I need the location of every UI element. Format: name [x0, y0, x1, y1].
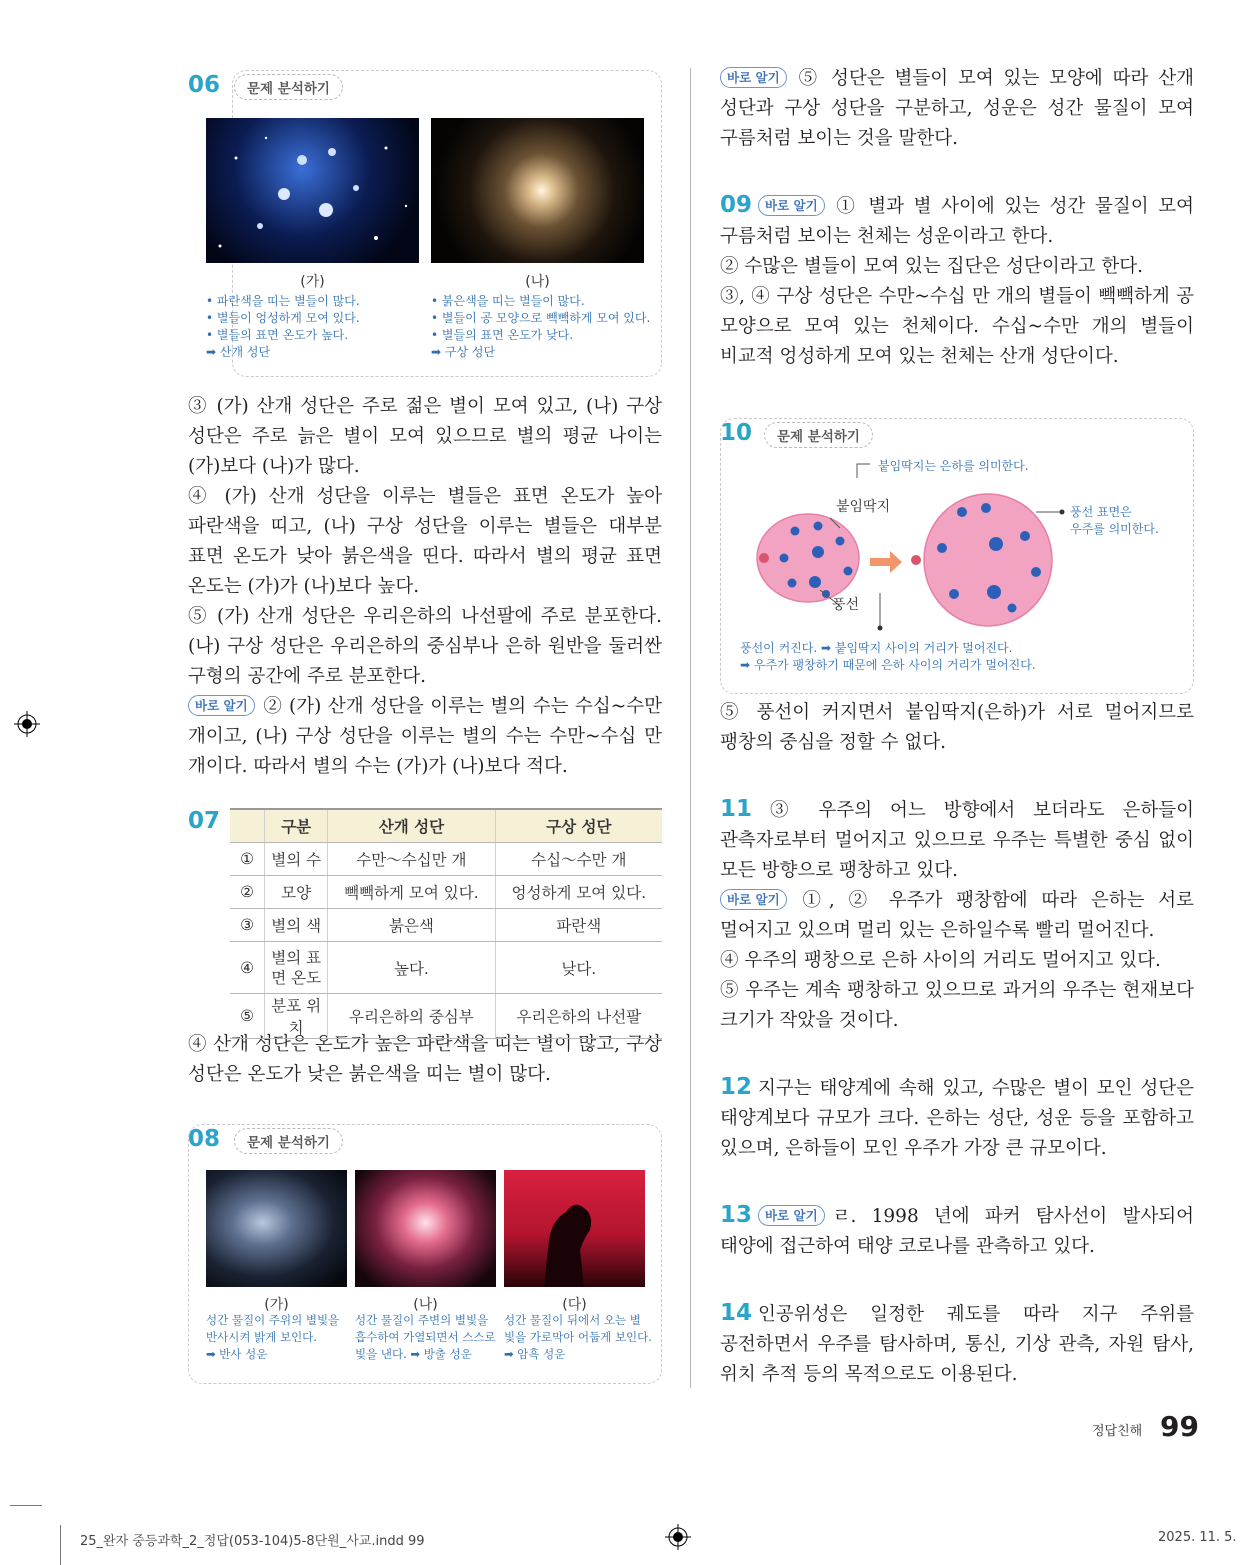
answer-text: ①, ② 우주가 팽창함에 따라 은하는 서로 멀어지고 있으며 멀리 있는 은하일수록 빨리 멀어진다.: [720, 890, 1194, 941]
analysis-tab: 문제 분석하기: [764, 422, 873, 448]
answer-paragraph: ④ (가) 산개 성단을 이루는 별들은 표면 온도가 높아 파란색을 띠고, (나) 구상 성단을 이루는 별들은 대부분 표면 온도가 낮아 붉은색을 띤다. 따라서 별의 평균 표면 온도는 (가)가 (나)보다 높다.: [188, 486, 662, 597]
nebula-note: [504, 1312, 654, 1363]
answer-text: ⑤ 성단은 별들이 모여 있는 모양에 따라 산개 성단과 구상 성단을 구분하고, 성운은 성간 물질이 모여 구름처럼 보이는 것을 말한다.: [720, 68, 1194, 149]
note-line: ➡ 산개 성단: [206, 345, 271, 359]
question-number: 10: [720, 420, 753, 446]
table-cell: ①: [230, 843, 265, 876]
answer-paragraph: ⑤ 풍선이 커지면서 붙임딱지(은하)가 서로 멀어지므로 팽창의 중심을 정할 수 없다.: [720, 702, 1194, 753]
answer-paragraph: [720, 886, 1194, 946]
table-cell: ④: [230, 942, 265, 994]
answer-paragraph: ③ (가) 산개 성단은 주로 젊은 별이 모여 있고, (나) 구상 성단은 주로 늙은 별이 모여 있으므로 별의 평균 나이는 (가)보다 (나)가 많다.: [188, 396, 662, 477]
note-line: ➡ 구상 성단: [431, 345, 496, 359]
note-line: ➡ 반사 성운: [206, 1347, 268, 1361]
table-cell: 분포 위치: [265, 994, 328, 1039]
comparison-table: [230, 808, 662, 1039]
answer-text: ② (가) 산개 성단을 이루는 별의 수는 수십~수만 개이고, (나) 구상 성단을 이루는 별의 수는 수만~수십 만 개이다. 따라서 별의 수는 (가)가 (나)보다 적다.: [188, 696, 662, 777]
question-13: [720, 1200, 1194, 1262]
answer-paragraph: ⑤ 우주는 계속 팽창하고 있으므로 과거의 우주는 현재보다 크기가 작았을 것이다.: [720, 980, 1194, 1031]
answer-paragraph: ⑤ (가) 산개 성단은 우리은하의 나선팔에 주로 분포한다. (나) 구상 성단은 우리은하의 중심부나 은하 원반을 둘러싼 구형의 공간에 주로 분포한다.: [188, 606, 662, 687]
large-balloon: [924, 494, 1052, 626]
correct-answer-badge: 바로 알기: [720, 889, 787, 910]
answer-text: 인공위성은 일정한 궤도를 따라 지구 주위를 공전하면서 우주를 탐사하며, 통신, 기상 관측, 자원 탐사, 위치 추적 등의 목적으로도 이용된다.: [720, 1304, 1194, 1385]
correct-answer-badge: 바로 알기: [188, 695, 255, 716]
balloon-knot: [911, 555, 921, 565]
expand-arrow: [870, 551, 902, 573]
balloon-label: 풍선: [832, 597, 860, 613]
page-label: 정답친해: [1092, 1424, 1143, 1439]
registration-mark-icon: [14, 711, 40, 737]
table-row: [230, 994, 662, 1039]
answer-paragraph: [720, 190, 1194, 252]
table-cell: 수십～수만 개: [495, 843, 662, 876]
globular-cluster-image: [431, 118, 644, 263]
answer-paragraph: [720, 64, 1194, 154]
nebula-note: [355, 1312, 505, 1363]
note-line: ➡ 우주가 팽창하기 때문에 은하 사이의 거리가 멀어진다.: [740, 658, 1036, 672]
table-header-cell: 구상 성단: [495, 809, 662, 843]
question-number: 09: [720, 192, 753, 218]
note-line: ➡ 암흑 성운: [504, 1347, 566, 1361]
image-caption: (다): [562, 1297, 587, 1313]
page-number: 99: [1160, 1410, 1199, 1443]
correct-answer-badge: 바로 알기: [720, 67, 787, 88]
answer-text: ① 별과 별 사이에 있는 성간 물질이 모여 구름처럼 보이는 천체는 성운이라고 한다.: [720, 196, 1194, 247]
question-number: 11: [720, 796, 753, 822]
table-cell: 높다.: [328, 942, 495, 994]
reflection-nebula-image: [206, 1170, 347, 1287]
table-cell: 파란색: [495, 909, 662, 942]
question-number: 12: [720, 1074, 753, 1100]
table-row: [230, 843, 662, 876]
correct-answer-badge: 바로 알기: [758, 1205, 825, 1226]
answer-paragraph: [720, 1298, 1194, 1390]
question-number: 08: [188, 1126, 221, 1152]
table-row: [230, 909, 662, 942]
note-line: 반사시켜 밝게 보인다.: [206, 1330, 317, 1344]
table-cell: 우리은하의 중심부: [328, 994, 495, 1039]
question-07: [188, 808, 662, 1037]
note-line: • 파란색을 띠는 별들이 많다.: [206, 294, 360, 308]
table-cell: 빽빽하게 모여 있다.: [328, 876, 495, 909]
table-header-cell: 구분: [265, 809, 328, 843]
note-line: 성간 물질이 주위의 별빛을: [206, 1313, 340, 1327]
table-cell: ⑤: [230, 994, 265, 1039]
note-line: 성간 물질이 뒤에서 오는 별: [504, 1313, 641, 1327]
answer-paragraph: ③, ④ 구상 성단은 수만~수십 만 개의 별들이 빽빽하게 공 모양으로 모여 있는 천체이다. 수십~수만 개의 별들이 비교적 엉성하게 모여 있는 천체는 산개 성단이다.: [720, 286, 1194, 367]
answer-text: 지구는 태양계에 속해 있고, 수많은 별이 모인 성단은 태양계보다 규모가 크다. 은하는 성단, 성운 등을 포함하고 있으며, 은하들이 모인 우주가 가장 큰 규모이다.: [720, 1078, 1194, 1159]
emission-nebula-image: [355, 1170, 496, 1287]
note-line: 빛을 가로막아 어둡게 보인다.: [504, 1330, 652, 1344]
question-06: [188, 60, 662, 378]
answer-paragraph: [720, 1072, 1194, 1164]
image-caption: (나): [413, 1297, 438, 1313]
table-header-cell: 산개 성단: [328, 809, 495, 843]
footer-filename: 25_완자 중등과학_2_정답(053-104)5-8단원_사교.indd 99: [80, 1534, 425, 1549]
note-line: 성간 물질이 주변의 별빛을: [355, 1313, 489, 1327]
question-10: [720, 418, 1194, 698]
note-line: 빛을 낸다. ➡ 방출 성운: [355, 1347, 472, 1361]
table-cell: ③: [230, 909, 265, 942]
table-cell: 우리은하의 나선팔: [495, 994, 662, 1039]
note-line: • 별들이 엉성하게 모여 있다.: [206, 311, 360, 325]
image-caption: (나): [525, 274, 550, 290]
answer-paragraph: [188, 692, 662, 782]
question-number: 14: [720, 1300, 753, 1326]
globular-cluster-notes: [431, 293, 659, 361]
answer-paragraph: [720, 794, 1194, 886]
analysis-tab: 문제 분석하기: [234, 1128, 343, 1154]
question-08: [188, 1114, 662, 1384]
diagram-note: 붙임딱지는 은하를 의미한다.: [878, 459, 1029, 473]
table-header-cell: [230, 809, 265, 843]
registration-mark-icon: [665, 1524, 691, 1550]
note-line: 풍선이 커진다. ➡ 붙임딱지 사이의 거리가 멀어진다.: [740, 641, 1013, 655]
footer-date: 2025. 11. 5.: [1158, 1530, 1237, 1545]
answer-paragraph: ② 수많은 별들이 모여 있는 집단은 성단이라고 한다.: [720, 256, 1143, 277]
right-column: [720, 60, 1194, 1390]
column-divider: [690, 68, 691, 1388]
image-caption: (가): [300, 274, 325, 290]
question-number: 13: [720, 1202, 753, 1228]
question-number: 06: [188, 72, 221, 98]
diagram-conclusion: [740, 640, 1036, 674]
answer-text: ③ 우주의 어느 방향에서 보더라도 은하들이 관측자로부터 멀어지고 있으므로 우주는 특별한 중심 없이 모든 방향으로 팽창하고 있다.: [720, 800, 1194, 881]
correct-answer-badge: 바로 알기: [758, 195, 825, 216]
table-cell: 별의 수: [265, 843, 328, 876]
question-11: [720, 794, 1194, 1036]
image-caption: (가): [264, 1297, 289, 1313]
table-cell: 낮다.: [495, 942, 662, 994]
table-cell: 붉은색: [328, 909, 495, 942]
open-cluster-image: [206, 118, 419, 263]
note-line: • 별들의 표면 온도가 높다.: [206, 328, 349, 342]
answer-paragraph: [720, 1200, 1194, 1262]
note-line: 우주를 의미한다.: [1070, 522, 1159, 536]
answer-paragraph: ④ 우주의 팽창으로 은하 사이의 거리도 멀어지고 있다.: [720, 950, 1161, 971]
question-number: 07: [188, 808, 221, 834]
left-column: [188, 60, 662, 1384]
table-row: [230, 942, 662, 994]
analysis-tab: 문제 분석하기: [234, 74, 343, 100]
table-cell: 별의 표면 온도: [265, 942, 328, 994]
table-row: [230, 876, 662, 909]
diagram-note: [1070, 504, 1159, 538]
balloon-knot: [759, 553, 769, 563]
crop-mark: [60, 1525, 61, 1565]
note-line: • 별들이 공 모양으로 빽빽하게 모여 있다.: [431, 311, 651, 325]
question-14: [720, 1298, 1194, 1390]
note-line: • 별들의 표면 온도가 낮다.: [431, 328, 574, 342]
crop-mark: [10, 1505, 42, 1506]
answer-text: ㄹ. 1998 년에 파커 탐사선이 발사되어 태양에 접근하여 태양 코로나를 관측하고 있다.: [720, 1206, 1194, 1257]
question-09: [720, 190, 1194, 372]
question-12: [720, 1072, 1194, 1164]
answer-paragraph: ④ 산개 성단은 온도가 높은 파란색을 띠는 별이 많고, 구상 성단은 온도가 낮은 붉은색을 띠는 별이 많다.: [188, 1034, 662, 1085]
small-balloon: [757, 514, 859, 602]
dark-nebula-image: [504, 1170, 645, 1287]
table-header-row: [230, 809, 662, 843]
table-cell: ②: [230, 876, 265, 909]
note-line: 풍선 표면은: [1070, 505, 1132, 519]
table-cell: 수만～수십만 개: [328, 843, 495, 876]
note-line: 흡수하여 가열되면서 스스로: [355, 1330, 496, 1344]
table-cell: 엉성하게 모여 있다.: [495, 876, 662, 909]
note-line: • 붉은색을 띠는 별들이 많다.: [431, 294, 585, 308]
open-cluster-notes: [206, 293, 431, 361]
table-cell: 별의 색: [265, 909, 328, 942]
sticker-label: 붙임딱지: [836, 499, 891, 515]
table-cell: 모양: [265, 876, 328, 909]
nebula-note: [206, 1312, 356, 1363]
